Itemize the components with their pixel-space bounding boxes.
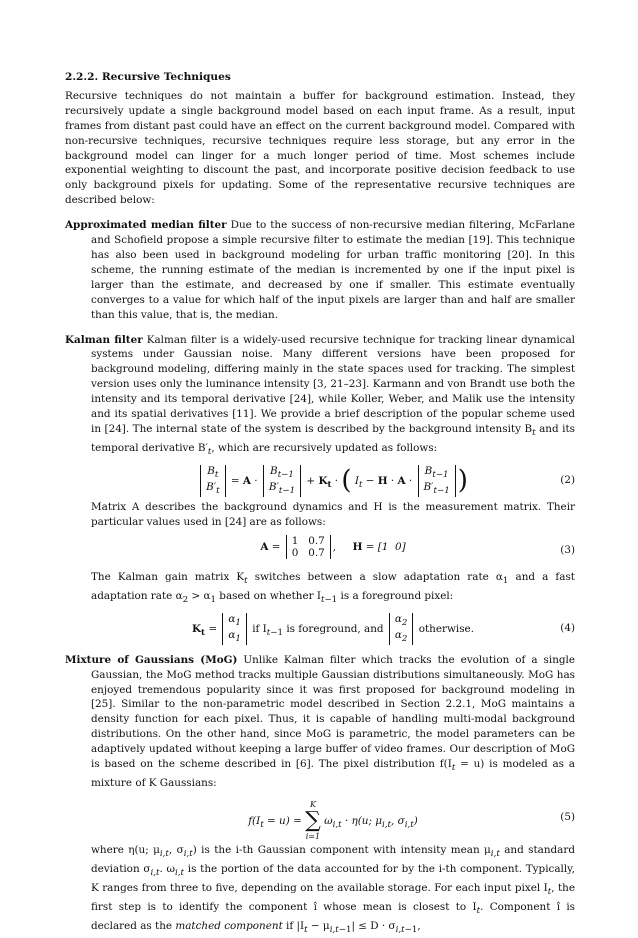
equation-3-number: (3) xyxy=(560,543,575,556)
median-term: Approximated median filter xyxy=(65,219,227,232)
mog-item: Mixture of Gaussians (MoG) Unlike Kalman filter which tracks the evolution of a single Gaussian, the MoG method tracks multiple Gaussian distributions simultaneously. MoG has enjoyed tremendous popularity since it was first proposed for background modeling in [25]. Similar to the non-parametric model described in Section 2.2.1, MoG maintains a density function for each pixel. Thus, it is capable of handling multi-modal background distributions. On the other hand, since MoG is parametric, the model parameters can be adaptively updated without keeping a large buffer of video frames. Our description of MoG is based on the scheme described in [6]. The pixel distribution $f(I_t = u)$ is modeled as a mixture of K Gaussians: xyxy=(65,653,576,790)
median-item xyxy=(65,218,575,322)
mog-text: Unlike Kalman filter which tracks the evolution of a single Gaussian, the MoG method tracks multiple Gaussian distributions simultaneously. MoG has enjoyed tremendous popularity since it was first proposed for background modeling in [25]. Similar to the non-parametric model described in Section 2.2.1, MoG maintains a density function for each pixel. Thus, it is capable of handling multi-modal background distributions. On the other hand, since MoG is parametric, the model parameters can be adaptively updated without keeping a large buffer of video frames. Our description of MoG is based on the scheme described in [6]. The pixel distribution f(I xyxy=(91,653,576,771)
equation-2: $B_t$ $B'_t$ = A · $B_{t-1}$ $B'_{t-1}$ + $K_t$ · ( $I_t - H \cdot A$ · $B_{t-1}$ $B'_{t-1}$ ) (2) xyxy=(91,465,575,495)
equation-4: $K_t$ = $\alpha_1$ $\alpha_1$ if $I_{t-1}$ is foreground, and $\alpha_2$ $\alpha_2$ otherwise. (4) xyxy=(192,612,575,644)
kalman-text-end: , which are recursively updated as follows: xyxy=(211,441,438,454)
gain-text: The Kalman gain matrix $K_t$ switches between a slow adaptation rate $\alpha_1$ and a fast adaptation rate $\alpha_2 > \alpha_1$ based on whether $I_{t-1}$ is a foreground pixel: xyxy=(91,570,575,605)
matrix-text: Matrix A describes the background dynamics and H is the measurement matrix. Their particular values used in [24] are as follows: xyxy=(91,500,575,528)
median-text: Due to the success of non-recursive median filtering, McFarlane and Schofield propose a simple recursive filter to estimate the median [19]. This technique has also been used in background modeling for urban traffic monitoring [20]. In this scheme, the running estimate of the median is incremented by one if the input pixel is larger than the estimate, and decreased by one if smaller. This estimate eventually converges to a value for which half of the input pixels are larger than and half are smaller than this value, that is, the median. xyxy=(91,219,575,321)
equation-4-number: (4) xyxy=(560,621,575,634)
section-heading: 2.2.2. Recursive Techniques xyxy=(65,71,231,83)
kalman-text-tail: and its temporal derivative B′ xyxy=(91,422,575,454)
equation-2-number: (2) xyxy=(560,473,575,486)
kalman-term: Kalman filter xyxy=(65,333,143,346)
mog-term: Mixture of Gaussians (MoG) xyxy=(65,653,238,666)
page xyxy=(65,70,575,938)
kalman-text: Kalman filter is a widely-used recursive technique for tracking linear dynamical systems under Gaussian noise. Many different versions have been proposed for background modeling, differing mainly in the state spaces used for tracking. The simplest version uses only the luminance intensity [3, 21–23]. Karmann and von Brandt use both the intensity and its temporal derivative [24], while Koller, Weber, and Malik use the intensity and its spatial derivatives [11]. We provide a brief description of the popular scheme used in [24]. The internal state of the system is described by the background intensity B xyxy=(91,333,575,435)
equation-3: A = 1 0.7 0 0.7 , H = [1 0] (3) xyxy=(260,534,575,559)
intro-paragraph: Recursive techniques do not maintain a buffer for background estimation. Instead, they recursively update a single background model based on each input frame. As a result, input frames from distant past could have an effect on the current background model. Compared with non-recursive techniques, recursive techniques require less storage, but any error in the background model can linger for a much longer period of time. Most schemes include exponential weighting to discount the past, and incorporate positive decision feedback to use only background pixels for updating. Some of the representative recursive techniques are described below: xyxy=(65,89,575,207)
kalman-item: Kalman filter Kalman filter is a widely-used recursive technique for tracking linear dynamical systems under Gaussian noise. Many different versions have been proposed for background modeling, differing mainly in the state spaces used for tracking. The simplest version uses only the luminance intensity [3, 21–23]. Karmann and von Brandt use both the intensity and its temporal derivative [24], while Koller, Weber, and Malik use the intensity and its spatial derivatives [11]. We provide a brief description of the popular scheme used in [24]. The internal state of the system is described by the background intensity $B_t$ and its temporal derivative $B'_t$, which are recursively updated as follows: xyxy=(65,333,575,457)
equation-5-number: (5) xyxy=(560,810,575,823)
equation-5: $f(I_t = u)$ = K ∑ i=1 $\omega_{i,t} \cdot \eta(u$; $\mu_{i,t}$, $\sigma_{i,t}$) (5) xyxy=(248,799,575,841)
mog-after-text: where η(u; $\mu_{i,t}$, $\sigma_{i,t}$) is the i-th Gaussian component with intensity mean $\mu_{i,t}$ and standard deviation $\sigma_{i,t}$. $\omega_{i,t}$ is the portion of the data accounted for by the i-th component. Typically, K ranges from three to five, depending on the available storage. For each input pixel $I_t$, the first step is to identify the component î whose mean is closest to $I_t$. Component î is declared as the matched component if $|I_t - \mu_{i,t-1}| \le D \cdot \sigma_{i,t-1}$, xyxy=(91,843,576,935)
